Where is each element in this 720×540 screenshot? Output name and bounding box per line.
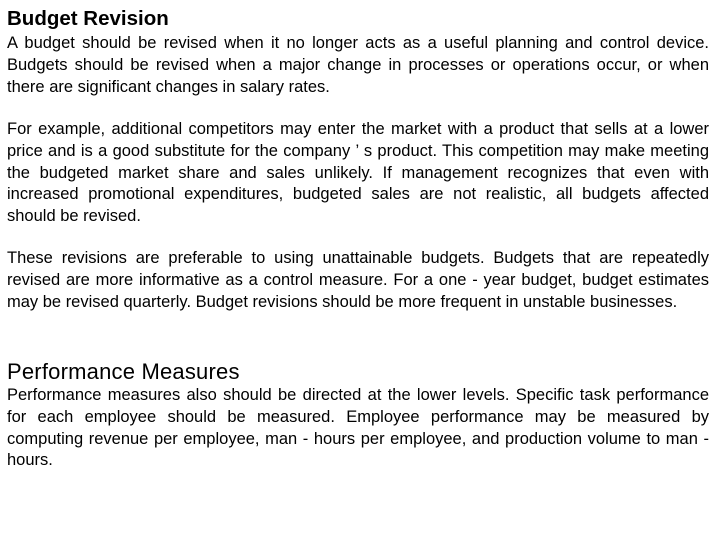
budget-revision-heading: Budget Revision [7,7,169,30]
performance-measures-paragraph: Performance measures also should be directed at the lower levels. Specific task performance for each employee should be measured. Employee performance may be measured by computing revenue per employee, man - hours per employee, and production volume to man - hours. [7,386,709,470]
performance-measures-heading: Performance Measures [7,359,240,384]
budget-revision-paragraph-1: A budget should be revised when it no longer acts as a useful planning and control device. Budgets should be revised when a major change in processes or operations occur, or when there are significant changes in salary rates. [7,34,709,96]
budget-revision-paragraph-2: For example, additional competitors may enter the market with a product that sells at a lower price and is a good substitute for the company ’ s product. This competition may make meeting the budgeted market share and sales unlikely. If management recognizes that even with increased promotional expenditures, budgeted sales are not realistic, all budgets affected should be revised. [7,120,709,226]
budget-revision-paragraph-3: These revisions are preferable to using unattainable budgets. Budgets that are repeatedly revised are more informative as a control measure. For a one - year budget, budget estimates may be revised quarterly. Budget revisions should be more frequent in unstable businesses. [7,249,709,311]
